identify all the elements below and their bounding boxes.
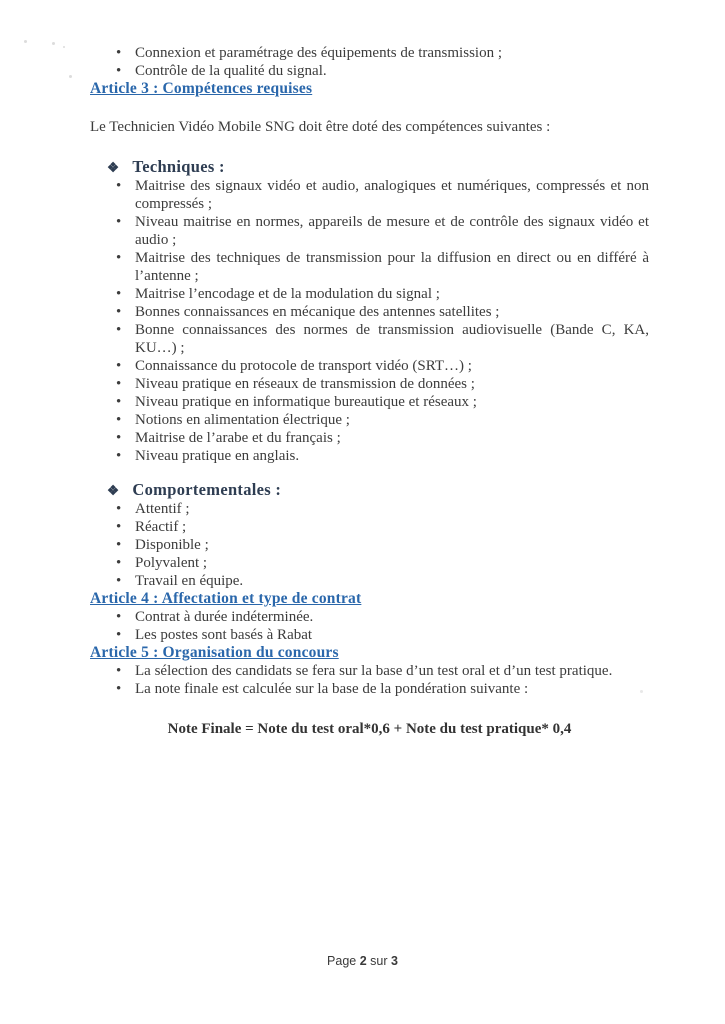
comportementales-bullet-list xyxy=(90,500,649,590)
list-item: • Travail en équipe. xyxy=(116,572,649,590)
page-footer xyxy=(0,954,725,968)
footer-page-label: Page xyxy=(327,954,357,968)
list-item: • Connaissance du protocole de transport vidéo (SRT…) ; xyxy=(116,357,649,375)
article5-heading: Article 5 : Organisation du concours xyxy=(90,644,339,661)
list-item: • Niveau pratique en informatique bureautique et réseaux ; xyxy=(116,393,649,411)
list-item: • La note finale est calculée sur la base de la pondération suivante : xyxy=(116,680,649,698)
diamond-bullet-icon: ❖ xyxy=(107,483,120,498)
subheading-techniques xyxy=(107,158,649,177)
list-item: • Bonne connaissances des normes de transmission audiovisuelle (Bande C, KA, KU…) ; xyxy=(116,321,649,357)
subheading-comportementales xyxy=(107,481,649,500)
list-item: • Bonnes connaissances en mécanique des antennes satellites ; xyxy=(116,303,649,321)
techniques-bullet-list xyxy=(90,177,649,465)
list-item: • Disponible ; xyxy=(116,536,649,554)
list-item: • Maitrise des signaux vidéo et audio, analogiques et numériques, compressés et non compressés ; xyxy=(116,177,649,213)
article3-lead-paragraph: Le Technicien Vidéo Mobile SNG doit être doté des compétences suivantes : xyxy=(90,119,551,135)
list-item: • Connexion et paramétrage des équipements de transmission ; xyxy=(116,44,649,62)
subheading-techniques-label: Techniques : xyxy=(132,157,225,176)
article4-heading: Article 4 : Affectation et type de contrat xyxy=(90,590,362,607)
list-item: • Maitrise des techniques de transmission pour la diffusion en direct ou en différé à l’antenne ; xyxy=(116,249,649,285)
final-score-formula: Note Finale = Note du test oral*0,6 + Note du test pratique* 0,4 xyxy=(167,721,572,737)
article3-heading: Article 3 : Compétences requises xyxy=(90,80,313,97)
intro-bullet-list xyxy=(90,44,649,80)
list-item: • Contrôle de la qualité du signal. xyxy=(116,62,649,80)
list-item: • Niveau pratique en anglais. xyxy=(116,447,649,465)
list-item: • Niveau maitrise en normes, appareils de mesure et de contrôle des signaux vidéo et audio ; xyxy=(116,213,649,249)
diamond-bullet-icon: ❖ xyxy=(107,160,120,175)
list-item: • Contrat à durée indéterminée. xyxy=(116,608,649,626)
footer-page-number: 2 xyxy=(359,954,367,968)
list-item: • Attentif ; xyxy=(116,500,649,518)
list-item: • Notions en alimentation électrique ; xyxy=(116,411,649,429)
list-item: • Les postes sont basés à Rabat xyxy=(116,626,649,644)
footer-total-pages: 3 xyxy=(391,954,398,968)
list-item: • La sélection des candidats se fera sur la base d’un test oral et d’un test pratique. xyxy=(116,662,649,680)
subheading-comportementales-label: Comportementales : xyxy=(132,480,282,499)
list-item: • Maitrise de l’arabe et du français ; xyxy=(116,429,649,447)
footer-sur-label: sur xyxy=(370,954,388,968)
list-item: • Réactif ; xyxy=(116,518,649,536)
article4-bullet-list xyxy=(90,608,649,644)
list-item: • Polyvalent ; xyxy=(116,554,649,572)
article5-bullet-list xyxy=(90,662,649,698)
list-item: • Niveau pratique en réseaux de transmission de données ; xyxy=(116,375,649,393)
list-item: • Maitrise l’encodage et de la modulation du signal ; xyxy=(116,285,649,303)
